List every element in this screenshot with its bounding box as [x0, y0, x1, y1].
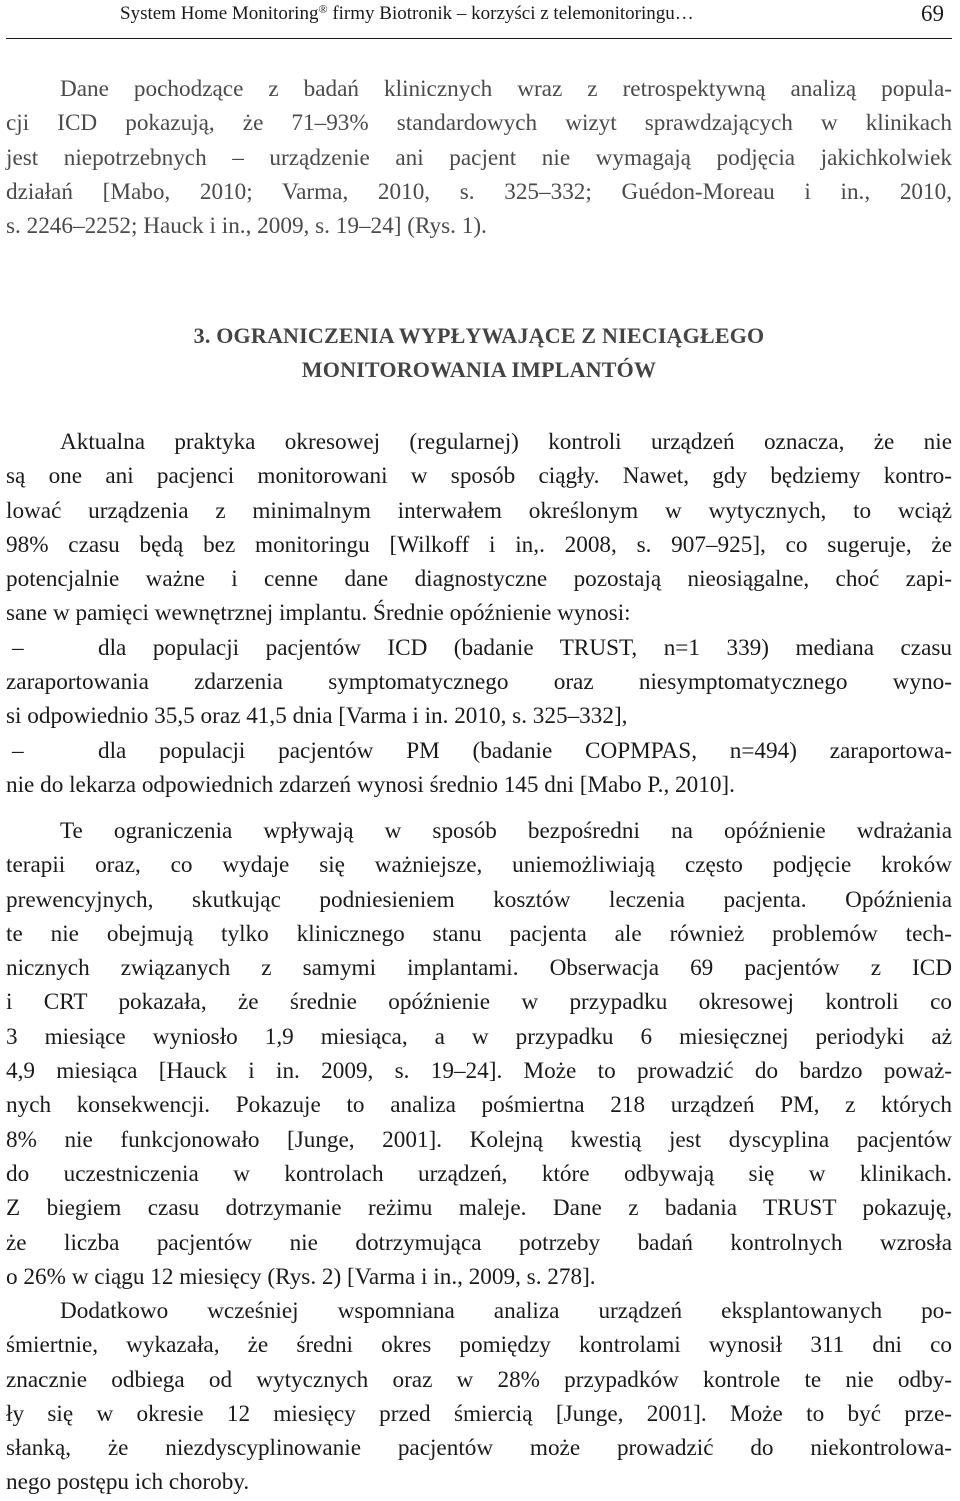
text-line: śmiertnie, wykazała, że średni okres pomiędzy kontrolami wynosił 311 dni co — [6, 1332, 952, 1359]
text-line: nicznych związanych z samymi implantami. Obserwacja 69 pacjentów z ICD — [6, 955, 952, 982]
text-line: prewencyjnych, skutkując podniesieniem kosztów leczenia pacjenta. Opóźnienia — [6, 886, 952, 913]
text-line: że liczba pacjentów nie dotrzymująca potrzeby badań kontrolnych wzrosła — [6, 1229, 952, 1256]
text-line: ły się w okresie 12 miesięcy przed śmiercią [Junge, 2001]. Może to być prze- — [6, 1400, 952, 1427]
text-line: są one ani pacjenci monitorowani w sposób ciągły. Nawet, gdy będziemy kontro- — [6, 463, 952, 490]
registered-mark: ® — [318, 2, 328, 16]
paragraph-intro — [6, 72, 952, 243]
text-line: zaraportowania zdarzenia symptomatycznego oraz niesymptomatycznego wyno- — [6, 669, 952, 696]
text-line: Z biegiem czasu dotrzymanie reżimu maleje. Dane z badania TRUST pokazuję, — [6, 1195, 952, 1222]
paragraph-postmortem — [6, 1294, 952, 1500]
text-line: potencjalnie ważne i cenne dane diagnostyczne pozostają nieosiągalne, choć zapi- — [6, 566, 952, 593]
text-line: 8% nie funkcjonowało [Junge, 2001]. Kolejną kwestią jest dyscyplina pacjentów — [6, 1126, 952, 1153]
running-header — [6, 0, 952, 39]
text-line: te nie obejmują tylko klinicznego stanu pacjenta ale również problemów tech- — [6, 920, 952, 947]
text-line: sane w pamięci wewnętrznej implantu. Średnie opóźnienie wynosi: — [6, 600, 631, 627]
section-heading — [6, 319, 952, 387]
header-title-text: System Home Monitoring — [120, 3, 319, 24]
text-line: Te ograniczenia wpływają w sposób bezpośredni na opóźnienie wdrażania — [60, 818, 952, 844]
text-line: 3 miesiące wyniosło 1,9 miesiąca, a w przypadku 6 miesięcznej periodyki aż — [6, 1023, 952, 1050]
text-line: s. 2246–2252; Hauck i in., 2009, s. 19–24] (Rys. 1). — [6, 213, 487, 240]
text-line: jest niepotrzebnych – urządzenie ani pacjent nie wymagają podjęcia jakichkolwiek — [6, 144, 952, 171]
text-line: nego postępu ich choroby. — [6, 1469, 250, 1496]
text-line: cji ICD pokazują, że 71–93% standardowych wizyt sprawdzających w klinikach — [6, 110, 952, 137]
text-line: działań [Mabo, 2010; Varma, 2010, s. 325–332; Guédon-Moreau i in., 2010, — [6, 178, 952, 205]
text-line: i CRT pokazała, że średnie opóźnienie w przypadku okresowej kontroli co — [6, 989, 952, 1016]
section-heading-line: 3. OGRANICZENIA WYPŁYWAJĄCE Z NIECIĄGŁEGO — [193, 323, 765, 348]
paragraph-limitations — [6, 425, 952, 802]
list-item-text: dla populacji pacjentów PM (badanie COPMPAS, n=494) zaraportowa- — [98, 737, 952, 764]
text-line: do uczestniczenia w kontrolach urządzeń, które odbywają się w klinikach. — [6, 1160, 952, 1187]
running-header-title — [120, 3, 694, 25]
dash-bullet: – — [12, 634, 24, 661]
text-line: 98% czasu będą bez monitoringu [Wilkoff i in,. 2008, s. 907–925], co sugeruje, że — [6, 531, 952, 558]
text-line: Aktualna praktyka okresowej (regularnej) kontroli urządzeń oznacza, że nie — [60, 429, 952, 455]
list-item-text: dla populacji pacjentów ICD (badanie TRUST, n=1 339) mediana czasu — [98, 634, 952, 661]
text-line: si odpowiednio 35,5 oraz 41,5 dnia [Varma i in. 2010, s. 325–332], — [6, 703, 628, 730]
text-line: 4,9 miesiąca [Hauck i in. 2009, s. 19–24]. Może to prowadzić do bardzo poważ- — [6, 1058, 952, 1085]
text-line: Dodatkowo wcześniej wspomniana analiza urządzeń eksplantowanych po- — [60, 1298, 952, 1324]
header-title-text-2: firmy Biotronik – korzyści z telemonitoringu… — [327, 3, 694, 24]
text-line: znacznie odbiega od wytycznych oraz w 28% przypadków kontrole te nie odby- — [6, 1366, 952, 1393]
paragraph-consequences — [6, 814, 952, 1294]
text-line: Dane pochodzące z badań klinicznych wraz z retrospektywną analizą popula- — [60, 76, 952, 102]
dash-bullet: – — [12, 737, 24, 764]
text-line: o 26% w ciągu 12 miesięcy (Rys. 2) [Varma i in., 2009, s. 278]. — [6, 1263, 596, 1290]
text-line: słanką, że niezdyscyplinowanie pacjentów może prowadzić do niekontrolowa- — [6, 1435, 952, 1462]
list-item — [6, 631, 952, 665]
text-line: nych konsekwencji. Pokazuje to analiza pośmiertna 218 urządzeń PM, z których — [6, 1092, 952, 1119]
list-item — [6, 734, 952, 768]
text-line: terapii oraz, co wydaje się ważniejsze, uniemożliwiają często podjęcie kroków — [6, 852, 952, 879]
section-heading-line: MONITOROWANIA IMPLANTÓW — [301, 357, 657, 382]
text-line: lować urządzenia z minimalnym interwałem określonym w wytycznych, to wciąż — [6, 497, 952, 524]
text-line: nie do lekarza odpowiednich zdarzeń wynosi średnio 145 dni [Mabo P., 2010]. — [6, 771, 735, 798]
page-number: 69 — [921, 1, 944, 26]
